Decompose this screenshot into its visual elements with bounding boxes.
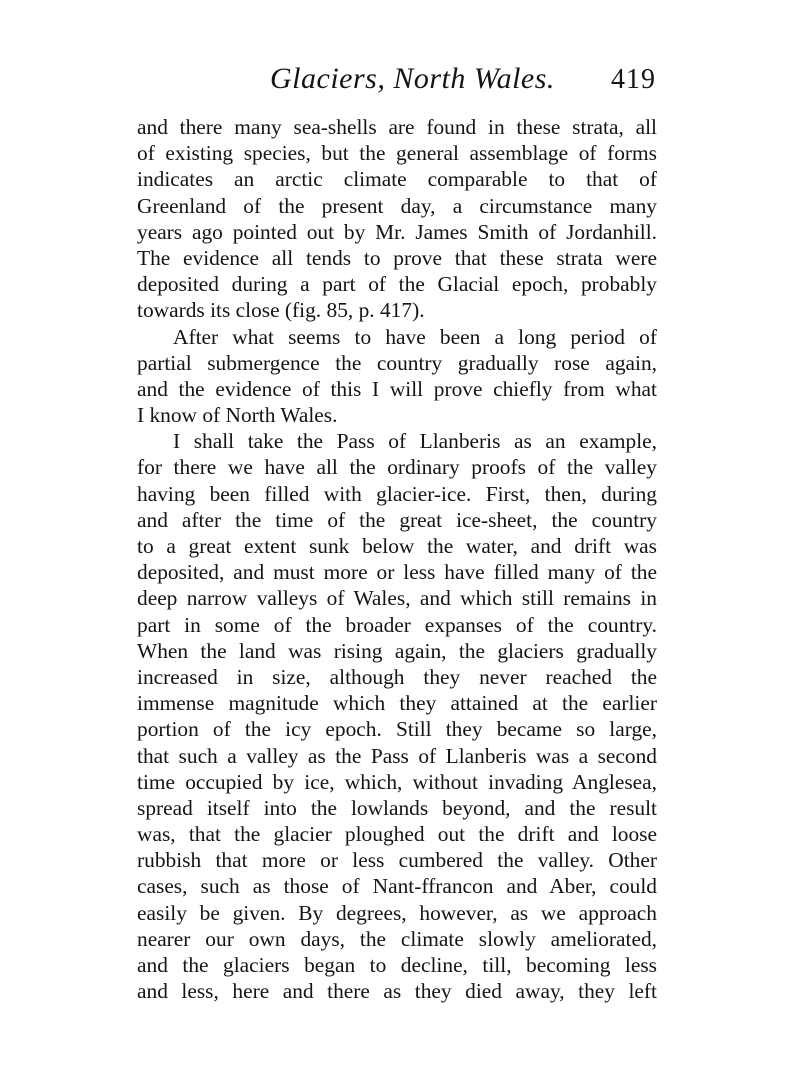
text-line: I shall take the Pass of Llanberis as an example, [173,429,657,454]
text-line: of existing species, but the general assemblage of forms [137,141,657,166]
running-title: Glaciers, North Wales. [270,62,555,95]
text-line: nearer our own days, the climate slowly ameliorated, [137,926,657,951]
text-line: was, that the glacier ploughed out the drift and loose [137,822,657,847]
page-number: 419 [611,64,656,95]
text-line: that such a valley as the Pass of Llanberis was a second [137,743,657,768]
text-line: to a great extent sunk below the water, and drift was [137,534,657,558]
text-line: Greenland of the present day, a circumstance many [137,193,657,218]
text-line: and there many sea-shells are found in these strata, all [137,115,657,139]
text-line: I know of North Wales. [137,403,338,428]
text-line: having been filled with glacier-ice. First, then, during [137,481,657,506]
text-line: and less, here and there as they died away, they left [137,979,657,1004]
text-line: easily be given. By degrees, however, as we approach [137,900,657,925]
running-head [270,62,660,102]
text-line: spread itself into the lowlands beyond, and the result [137,795,657,820]
text-line: indicates an arctic climate comparable to that of [137,167,657,192]
text-line: After what seems to have been a long period of [173,324,657,349]
text-line: and the evidence of this I will prove chiefly from what [137,376,657,401]
text-line: The evidence all tends to prove that these strata were [137,245,657,270]
paragraph [137,114,657,324]
text-line: partial submergence the country gradually rose again, [137,350,657,375]
text-line: towards its close (fig. 85, p. 417). [137,298,425,323]
text-line: When the land was rising again, the glaciers gradually [137,638,657,663]
text-line: deep narrow valleys of Wales, and which still remains in [137,586,657,611]
text-line: deposited during a part of the Glacial epoch, probably [137,272,657,297]
text-line: time occupied by ice, which, without invading Anglesea, [137,769,657,794]
text-line: deposited, and must more or less have filled many of the [137,560,657,585]
text-line: and after the time of the great ice-sheet, the country [137,507,657,532]
text-line: cases, such as those of Nant-ffrancon and Aber, could [137,874,657,899]
text-line: increased in size, although they never reached the [137,664,657,689]
body-text [137,114,657,1004]
text-line: years ago pointed out by Mr. James Smith of Jordanhill. [137,219,657,244]
text-line: rubbish that more or less cumbered the valley. Other [137,848,657,873]
text-line: part in some of the broader expanses of the country. [137,612,657,637]
text-line: for there we have all the ordinary proofs of the valley [137,455,657,480]
text-line: and the glaciers began to decline, till, becoming less [137,953,657,977]
text-line: immense magnitude which they attained at the earlier [137,691,657,716]
text-line: portion of the icy epoch. Still they became so large, [137,717,657,742]
paragraph [137,324,657,429]
paragraph [137,428,657,1004]
